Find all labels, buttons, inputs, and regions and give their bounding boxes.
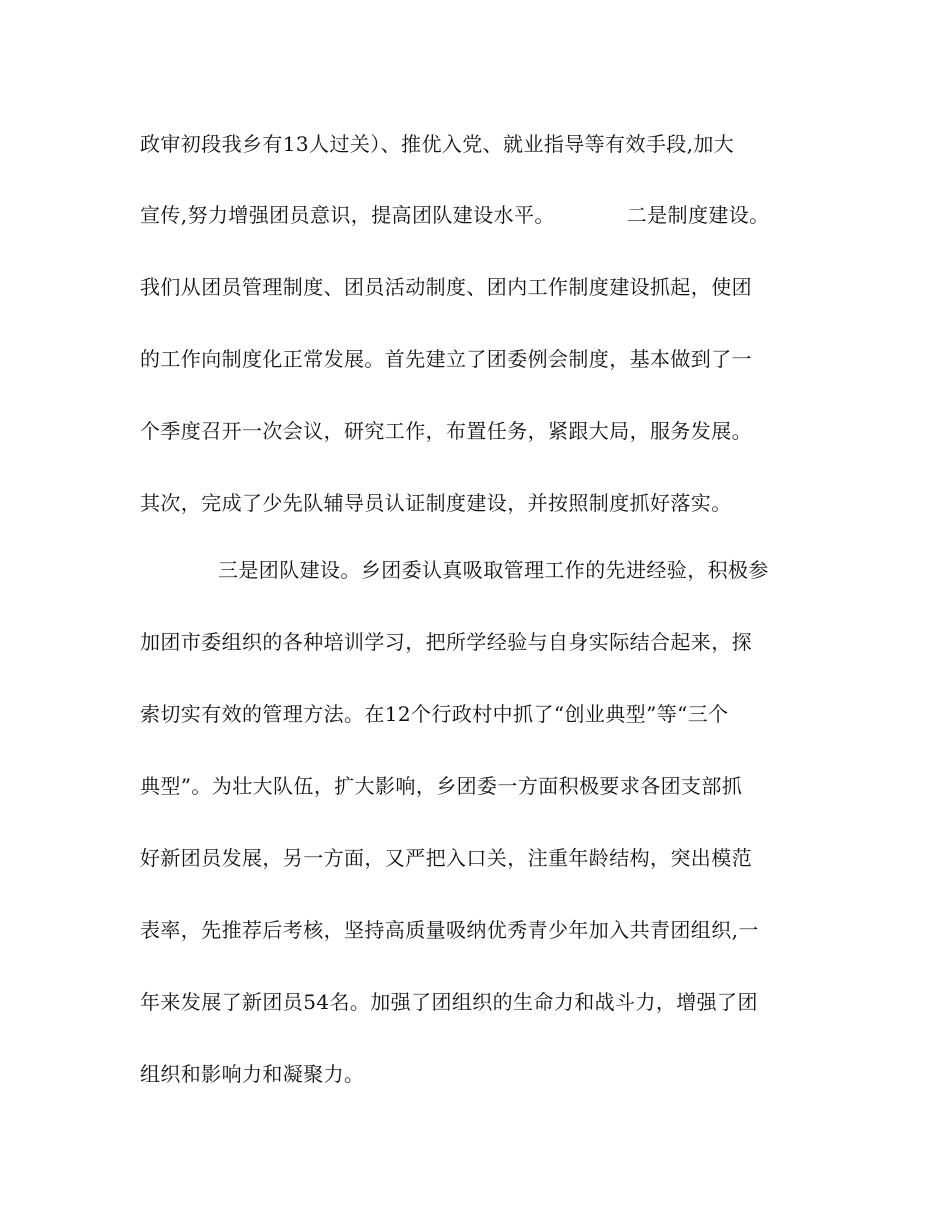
text-line: 政审初段我乡有13人过关）、推优入党、就业指导等有效手段,加大 (140, 132, 735, 156)
text-line: 表率，先推荐后考核，坚持高质量吸纳优秀青少年加入共青团组织,一 (140, 918, 759, 942)
text-line: 的工作向制度化正常发展。首先建立了团委例会制度，基本做到了一 (140, 347, 752, 371)
text-line: 年来发展了新团员54名。加强了团组织的生命力和战斗力，增强了团 (140, 990, 758, 1014)
text-line-with-heading (140, 198, 770, 232)
text-line: 宣传,努力增强团员意识，提高团队建设水平。 (140, 203, 555, 227)
text-line: 个季度召开一次会议，研究工作，布置任务，紧跟大局，服务发展。 (140, 419, 752, 443)
section-heading-2: 二是制度建设。 (626, 203, 770, 227)
text-line: 加团市委组织的各种培训学习，把所学经验与自身实际结合起来，探 (140, 630, 752, 654)
text-line: 我们从团员管理制度、团员活动制度、团内工作制度建设抓起，使团 (140, 275, 752, 299)
text-line: 典型”。为壮大队伍，扩大影响，乡团委一方面积极要求各团支部抓 (140, 774, 743, 798)
text-line: 组织和影响力和凝聚力。 (140, 1062, 365, 1086)
text-line: 其次，完成了少先队辅导员认证制度建设，并按照制度抓好落实。 (140, 491, 732, 515)
text-line: 索切实有效的管理方法。在12个行政村中抓了“创业典型”等“三个 (140, 702, 729, 726)
text-line: 好新团员发展，另一方面，又严把入口关，注重年龄结构，突出模范 (140, 846, 752, 870)
section-heading-3-line: 三是团队建设。乡团委认真吸取管理工作的先进经验，积极参 (218, 558, 769, 582)
